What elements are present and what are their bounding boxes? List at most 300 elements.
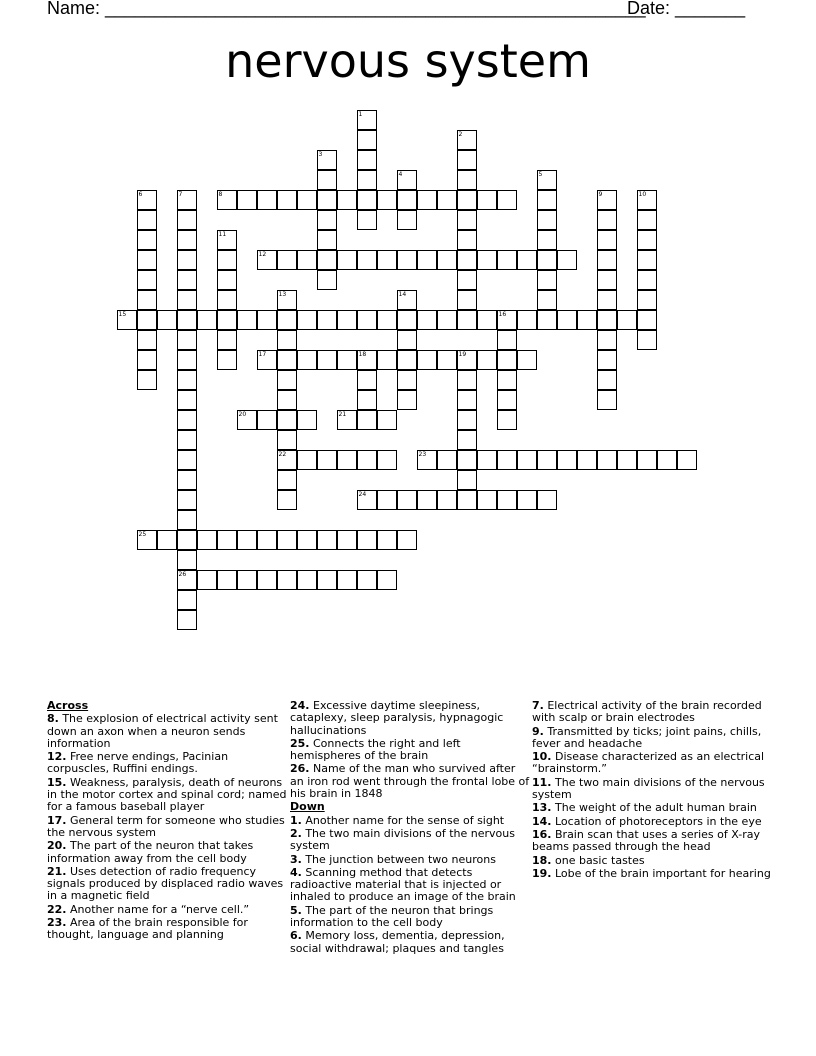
grid-cell[interactable] bbox=[397, 170, 417, 190]
grid-cell[interactable] bbox=[237, 410, 257, 430]
grid-cell[interactable] bbox=[457, 470, 477, 490]
clue-number: 12. bbox=[47, 750, 67, 764]
grid-cell[interactable] bbox=[117, 310, 137, 330]
grid-cell[interactable] bbox=[477, 490, 497, 510]
cell-number: 4 bbox=[398, 170, 403, 178]
grid-cell[interactable] bbox=[417, 450, 437, 470]
grid-cell[interactable] bbox=[597, 350, 617, 370]
grid-cell[interactable] bbox=[357, 450, 377, 470]
grid-cell[interactable] bbox=[357, 570, 377, 590]
grid-cell[interactable] bbox=[197, 530, 217, 550]
grid-cell[interactable] bbox=[417, 250, 437, 270]
grid-cell[interactable] bbox=[237, 310, 257, 330]
grid-cell[interactable] bbox=[277, 430, 297, 450]
clue-down-18 bbox=[532, 855, 772, 867]
grid-cell[interactable] bbox=[257, 410, 277, 430]
grid-cell[interactable] bbox=[317, 230, 337, 250]
grid-cell[interactable] bbox=[137, 250, 157, 270]
grid-cell[interactable] bbox=[317, 270, 337, 290]
grid-cell[interactable] bbox=[357, 490, 377, 510]
grid-cell[interactable] bbox=[517, 250, 537, 270]
grid-cell[interactable] bbox=[437, 350, 457, 370]
grid-cell[interactable] bbox=[457, 370, 477, 390]
clue-text: Brain scan that uses a series of X-ray beams passed through the head bbox=[532, 827, 760, 854]
grid-cell[interactable] bbox=[297, 570, 317, 590]
clue-down-19 bbox=[532, 868, 772, 880]
clue-down-3 bbox=[290, 854, 530, 866]
grid-cell[interactable] bbox=[337, 450, 357, 470]
clue-number: 14. bbox=[532, 814, 552, 828]
grid-cell[interactable] bbox=[497, 490, 517, 510]
grid-cell[interactable] bbox=[457, 310, 477, 330]
grid-cell[interactable] bbox=[577, 310, 597, 330]
grid-cell[interactable] bbox=[277, 390, 297, 410]
grid-cell[interactable] bbox=[357, 170, 377, 190]
clue-number: 22. bbox=[47, 902, 67, 916]
grid-cell[interactable] bbox=[537, 490, 557, 510]
clue-across-21 bbox=[47, 866, 287, 903]
grid-cell[interactable] bbox=[437, 190, 457, 210]
grid-cell[interactable] bbox=[317, 250, 337, 270]
grid-cell[interactable] bbox=[137, 370, 157, 390]
grid-cell[interactable] bbox=[137, 310, 157, 330]
grid-cell[interactable] bbox=[397, 250, 417, 270]
grid-cell[interactable] bbox=[377, 530, 397, 550]
grid-cell[interactable] bbox=[337, 530, 357, 550]
cell-number: 26 bbox=[178, 570, 187, 578]
grid-cell[interactable] bbox=[177, 430, 197, 450]
grid-cell[interactable] bbox=[497, 450, 517, 470]
clue-text: The explosion of electrical activity sent down an axon when a neuron sends information bbox=[47, 712, 278, 750]
grid-cell[interactable] bbox=[457, 490, 477, 510]
grid-cell[interactable] bbox=[397, 350, 417, 370]
grid-cell[interactable] bbox=[537, 310, 557, 330]
clue-text: Lobe of the brain important for hearing bbox=[551, 866, 771, 880]
clue-number: 3. bbox=[290, 852, 302, 866]
clue-number: 13. bbox=[532, 801, 552, 815]
clue-number: 15. bbox=[47, 775, 67, 789]
grid-cell[interactable] bbox=[177, 270, 197, 290]
grid-cell[interactable] bbox=[297, 250, 317, 270]
cell-number: 15 bbox=[118, 310, 127, 318]
clue-down-2 bbox=[290, 828, 530, 853]
grid-cell[interactable] bbox=[217, 270, 237, 290]
grid-cell[interactable] bbox=[457, 450, 477, 470]
grid-cell[interactable] bbox=[457, 150, 477, 170]
grid-cell[interactable] bbox=[257, 190, 277, 210]
clue-text: Disease characterized as an electrical “brainstorm.” bbox=[532, 750, 765, 776]
grid-cell[interactable] bbox=[217, 350, 237, 370]
clue-text: Another name for a “nerve cell.” bbox=[66, 902, 250, 916]
grid-cell[interactable] bbox=[417, 190, 437, 210]
grid-cell[interactable] bbox=[337, 310, 357, 330]
grid-cell[interactable] bbox=[377, 570, 397, 590]
clue-number: 25. bbox=[290, 736, 310, 750]
clue-across-24 bbox=[290, 700, 530, 737]
grid-cell[interactable] bbox=[137, 530, 157, 550]
grid-cell[interactable] bbox=[337, 410, 357, 430]
grid-cell[interactable] bbox=[257, 250, 277, 270]
grid-cell[interactable] bbox=[277, 450, 297, 470]
grid-cell[interactable] bbox=[317, 210, 337, 230]
grid-cell[interactable] bbox=[177, 550, 197, 570]
clue-down-5 bbox=[290, 905, 530, 930]
grid-cell[interactable] bbox=[217, 250, 237, 270]
grid-cell[interactable] bbox=[137, 330, 157, 350]
grid-cell[interactable] bbox=[357, 370, 377, 390]
grid-cell[interactable] bbox=[177, 310, 197, 330]
grid-cell[interactable] bbox=[597, 230, 617, 250]
grid-cell[interactable] bbox=[177, 450, 197, 470]
grid-cell[interactable] bbox=[637, 290, 657, 310]
grid-cell[interactable] bbox=[397, 210, 417, 230]
grid-cell[interactable] bbox=[497, 250, 517, 270]
grid-cell[interactable] bbox=[157, 530, 177, 550]
grid-cell[interactable] bbox=[297, 410, 317, 430]
cell-number: 25 bbox=[138, 530, 147, 538]
grid-cell[interactable] bbox=[277, 530, 297, 550]
grid-cell[interactable] bbox=[537, 170, 557, 190]
clue-text: Another name for the sense of sight bbox=[301, 813, 505, 827]
grid-cell[interactable] bbox=[317, 350, 337, 370]
clue-column-2 bbox=[290, 700, 530, 956]
grid-cell[interactable] bbox=[217, 230, 237, 250]
grid-cell[interactable] bbox=[497, 370, 517, 390]
grid-cell[interactable] bbox=[497, 350, 517, 370]
clue-number: 4. bbox=[290, 865, 302, 879]
grid-cell[interactable] bbox=[397, 310, 417, 330]
grid-cell[interactable] bbox=[357, 410, 377, 430]
clue-text: Scanning method that detects radioactive material that is injected or inhaled to produce an image of the brain bbox=[290, 865, 516, 904]
grid-cell[interactable] bbox=[637, 270, 657, 290]
clue-text: Excessive daytime sleepiness, cataplexy, sleep paralysis, hypnagogic hallucinations bbox=[290, 699, 504, 737]
grid-cell[interactable] bbox=[277, 190, 297, 210]
grid-cell[interactable] bbox=[477, 190, 497, 210]
grid-cell[interactable] bbox=[597, 190, 617, 210]
grid-cell[interactable] bbox=[477, 450, 497, 470]
grid-cell[interactable] bbox=[197, 570, 217, 590]
grid-cell[interactable] bbox=[337, 350, 357, 370]
grid-cell[interactable] bbox=[457, 210, 477, 230]
grid-cell[interactable] bbox=[237, 190, 257, 210]
grid-cell[interactable] bbox=[497, 330, 517, 350]
grid-cell[interactable] bbox=[457, 430, 477, 450]
grid-cell[interactable] bbox=[637, 230, 657, 250]
clue-text: Transmitted by ticks; joint pains, chills, fever and headache bbox=[532, 724, 762, 750]
clue-across-17 bbox=[47, 815, 287, 840]
grid-cell[interactable] bbox=[397, 330, 417, 350]
cell-number: 22 bbox=[278, 450, 287, 458]
grid-cell[interactable] bbox=[177, 410, 197, 430]
grid-cell[interactable] bbox=[637, 450, 657, 470]
grid-cell[interactable] bbox=[277, 490, 297, 510]
grid-cell[interactable] bbox=[217, 190, 237, 210]
grid-cell[interactable] bbox=[177, 250, 197, 270]
grid-cell[interactable] bbox=[377, 410, 397, 430]
grid-cell[interactable] bbox=[277, 310, 297, 330]
grid-cell[interactable] bbox=[177, 470, 197, 490]
cell-number: 3 bbox=[318, 150, 323, 158]
grid-cell[interactable] bbox=[537, 190, 557, 210]
grid-cell[interactable] bbox=[517, 490, 537, 510]
grid-cell[interactable] bbox=[377, 490, 397, 510]
grid-cell[interactable] bbox=[277, 370, 297, 390]
clue-text: The weight of the adult human brain bbox=[551, 801, 757, 815]
cell-number: 5 bbox=[538, 170, 543, 178]
grid-cell[interactable] bbox=[517, 310, 537, 330]
grid-cell[interactable] bbox=[277, 290, 297, 310]
grid-cell[interactable] bbox=[357, 210, 377, 230]
grid-cell[interactable] bbox=[617, 310, 637, 330]
grid-cell[interactable] bbox=[597, 330, 617, 350]
clue-text: Location of photoreceptors in the eye bbox=[551, 814, 762, 828]
cell-number: 24 bbox=[358, 490, 367, 498]
grid-cell[interactable] bbox=[177, 510, 197, 530]
clue-down-13 bbox=[532, 802, 772, 814]
grid-cell[interactable] bbox=[277, 410, 297, 430]
name-field[interactable]: Name: ______________________________________________________ bbox=[47, 0, 646, 18]
grid-cell[interactable] bbox=[317, 450, 337, 470]
grid-cell[interactable] bbox=[597, 210, 617, 230]
grid-cell[interactable] bbox=[317, 310, 337, 330]
grid-cell[interactable] bbox=[557, 250, 577, 270]
grid-cell[interactable] bbox=[377, 350, 397, 370]
grid-cell[interactable] bbox=[457, 290, 477, 310]
clue-down-14 bbox=[532, 816, 772, 828]
grid-cell[interactable] bbox=[337, 190, 357, 210]
grid-cell[interactable] bbox=[637, 210, 657, 230]
grid-cell[interactable] bbox=[437, 310, 457, 330]
grid-cell[interactable] bbox=[297, 350, 317, 370]
grid-cell[interactable] bbox=[277, 570, 297, 590]
clue-text: Area of the brain responsible for thought, language and planning bbox=[47, 916, 248, 942]
grid-cell[interactable] bbox=[617, 450, 637, 470]
grid-cell[interactable] bbox=[357, 530, 377, 550]
grid-cell[interactable] bbox=[417, 310, 437, 330]
grid-cell[interactable] bbox=[357, 190, 377, 210]
grid-cell[interactable] bbox=[377, 250, 397, 270]
grid-cell[interactable] bbox=[457, 230, 477, 250]
grid-cell[interactable] bbox=[137, 210, 157, 230]
grid-cell[interactable] bbox=[177, 390, 197, 410]
grid-cell[interactable] bbox=[177, 290, 197, 310]
grid-cell[interactable] bbox=[597, 390, 617, 410]
grid-cell[interactable] bbox=[417, 350, 437, 370]
grid-cell[interactable] bbox=[457, 130, 477, 150]
grid-cell[interactable] bbox=[357, 390, 377, 410]
grid-cell[interactable] bbox=[517, 450, 537, 470]
grid-cell[interactable] bbox=[457, 410, 477, 430]
grid-cell[interactable] bbox=[377, 310, 397, 330]
grid-cell[interactable] bbox=[217, 530, 237, 550]
grid-cell[interactable] bbox=[537, 250, 557, 270]
clue-number: 9. bbox=[532, 724, 544, 738]
clue-heading: Across bbox=[47, 699, 89, 712]
cell-number: 19 bbox=[458, 350, 467, 358]
grid-cell[interactable] bbox=[297, 530, 317, 550]
grid-cell[interactable] bbox=[177, 490, 197, 510]
cell-number: 23 bbox=[418, 450, 427, 458]
grid-cell[interactable] bbox=[137, 190, 157, 210]
grid-cell[interactable] bbox=[177, 370, 197, 390]
cell-number: 20 bbox=[238, 410, 247, 418]
grid-cell[interactable] bbox=[377, 190, 397, 210]
grid-cell[interactable] bbox=[257, 310, 277, 330]
cell-number: 6 bbox=[138, 190, 143, 198]
grid-cell[interactable] bbox=[357, 130, 377, 150]
grid-cell[interactable] bbox=[137, 350, 157, 370]
clue-text: Name of the man who survived after an iron rod went through the frontal lobe of his brain in 1848 bbox=[290, 762, 530, 801]
grid-cell[interactable] bbox=[137, 230, 157, 250]
grid-cell[interactable] bbox=[257, 570, 277, 590]
grid-cell[interactable] bbox=[357, 150, 377, 170]
grid-cell[interactable] bbox=[477, 250, 497, 270]
grid-cell[interactable] bbox=[497, 410, 517, 430]
cell-number: 14 bbox=[398, 290, 407, 298]
grid-cell[interactable] bbox=[637, 310, 657, 330]
grid-cell[interactable] bbox=[397, 290, 417, 310]
clue-down-11 bbox=[532, 777, 772, 802]
grid-cell[interactable] bbox=[537, 270, 557, 290]
grid-cell[interactable] bbox=[177, 570, 197, 590]
grid-cell[interactable] bbox=[317, 570, 337, 590]
grid-cell[interactable] bbox=[277, 470, 297, 490]
grid-cell[interactable] bbox=[157, 310, 177, 330]
grid-cell[interactable] bbox=[337, 570, 357, 590]
grid-cell[interactable] bbox=[397, 530, 417, 550]
grid-cell[interactable] bbox=[637, 250, 657, 270]
grid-cell[interactable] bbox=[457, 350, 477, 370]
grid-cell[interactable] bbox=[357, 110, 377, 130]
grid-cell[interactable] bbox=[457, 170, 477, 190]
grid-cell[interactable] bbox=[597, 290, 617, 310]
grid-cell[interactable] bbox=[457, 270, 477, 290]
grid-cell[interactable] bbox=[397, 390, 417, 410]
cell-number: 12 bbox=[258, 250, 267, 258]
grid-cell[interactable] bbox=[477, 310, 497, 330]
grid-cell[interactable] bbox=[257, 350, 277, 370]
grid-cell[interactable] bbox=[637, 330, 657, 350]
grid-cell[interactable] bbox=[457, 390, 477, 410]
clue-down-4 bbox=[290, 867, 530, 904]
cell-number: 8 bbox=[218, 190, 223, 198]
grid-cell[interactable] bbox=[497, 310, 517, 330]
grid-cell[interactable] bbox=[177, 530, 197, 550]
grid-cell[interactable] bbox=[557, 310, 577, 330]
grid-cell[interactable] bbox=[217, 570, 237, 590]
grid-cell[interactable] bbox=[397, 370, 417, 390]
grid-cell[interactable] bbox=[457, 250, 477, 270]
grid-cell[interactable] bbox=[637, 190, 657, 210]
clue-down-6 bbox=[290, 930, 530, 955]
clue-across-25 bbox=[290, 738, 530, 763]
clue-number: 1. bbox=[290, 813, 302, 827]
grid-cell[interactable] bbox=[337, 250, 357, 270]
grid-cell[interactable] bbox=[217, 310, 237, 330]
clue-column-1 bbox=[47, 700, 287, 943]
grid-cell[interactable] bbox=[317, 530, 337, 550]
grid-cell[interactable] bbox=[597, 310, 617, 330]
grid-cell[interactable] bbox=[197, 310, 217, 330]
clue-across-22 bbox=[47, 904, 287, 916]
grid-cell[interactable] bbox=[357, 250, 377, 270]
grid-cell[interactable] bbox=[477, 350, 497, 370]
grid-cell[interactable] bbox=[417, 490, 437, 510]
grid-cell[interactable] bbox=[677, 450, 697, 470]
grid-cell[interactable] bbox=[577, 450, 597, 470]
grid-cell[interactable] bbox=[217, 290, 237, 310]
grid-cell[interactable] bbox=[137, 270, 157, 290]
clue-text: one basic tastes bbox=[551, 853, 645, 867]
grid-cell[interactable] bbox=[237, 530, 257, 550]
grid-cell[interactable] bbox=[177, 230, 197, 250]
grid-cell[interactable] bbox=[657, 450, 677, 470]
grid-cell[interactable] bbox=[277, 250, 297, 270]
clue-down-16 bbox=[532, 829, 772, 854]
grid-cell[interactable] bbox=[437, 450, 457, 470]
grid-cell[interactable] bbox=[397, 490, 417, 510]
grid-cell[interactable] bbox=[217, 330, 237, 350]
grid-cell[interactable] bbox=[497, 190, 517, 210]
clue-number: 10. bbox=[532, 750, 552, 764]
grid-cell[interactable] bbox=[237, 570, 257, 590]
grid-cell[interactable] bbox=[177, 330, 197, 350]
grid-cell[interactable] bbox=[177, 190, 197, 210]
grid-cell[interactable] bbox=[177, 350, 197, 370]
grid-cell[interactable] bbox=[177, 210, 197, 230]
grid-cell[interactable] bbox=[357, 310, 377, 330]
grid-cell[interactable] bbox=[377, 450, 397, 470]
clue-across-8 bbox=[47, 713, 287, 750]
grid-cell[interactable] bbox=[497, 390, 517, 410]
grid-cell[interactable] bbox=[597, 250, 617, 270]
grid-cell[interactable] bbox=[277, 350, 297, 370]
grid-cell[interactable] bbox=[537, 210, 557, 230]
grid-cell[interactable] bbox=[297, 190, 317, 210]
grid-cell[interactable] bbox=[137, 290, 157, 310]
grid-cell[interactable] bbox=[257, 530, 277, 550]
grid-cell[interactable] bbox=[537, 290, 557, 310]
cell-number: 18 bbox=[358, 350, 367, 358]
grid-cell[interactable] bbox=[597, 450, 617, 470]
grid-cell[interactable] bbox=[177, 610, 197, 630]
grid-cell[interactable] bbox=[397, 190, 417, 210]
grid-cell[interactable] bbox=[557, 450, 577, 470]
grid-cell[interactable] bbox=[317, 150, 337, 170]
grid-cell[interactable] bbox=[597, 270, 617, 290]
grid-cell[interactable] bbox=[537, 230, 557, 250]
grid-cell[interactable] bbox=[177, 590, 197, 610]
grid-cell[interactable] bbox=[317, 190, 337, 210]
grid-cell[interactable] bbox=[517, 350, 537, 370]
grid-cell[interactable] bbox=[537, 450, 557, 470]
clue-number: 26. bbox=[290, 762, 310, 776]
grid-cell[interactable] bbox=[437, 490, 457, 510]
grid-cell[interactable] bbox=[277, 330, 297, 350]
clue-text: General term for someone who studies the nervous system bbox=[47, 813, 285, 839]
grid-cell[interactable] bbox=[317, 170, 337, 190]
grid-cell[interactable] bbox=[297, 310, 317, 330]
grid-cell[interactable] bbox=[297, 450, 317, 470]
grid-cell[interactable] bbox=[357, 350, 377, 370]
grid-cell[interactable] bbox=[597, 370, 617, 390]
clue-down-1 bbox=[290, 815, 530, 827]
grid-cell[interactable] bbox=[457, 190, 477, 210]
cell-number: 16 bbox=[498, 310, 507, 318]
clue-number: 5. bbox=[290, 903, 302, 917]
grid-cell[interactable] bbox=[437, 250, 457, 270]
date-field[interactable]: Date: _______ bbox=[627, 0, 746, 18]
